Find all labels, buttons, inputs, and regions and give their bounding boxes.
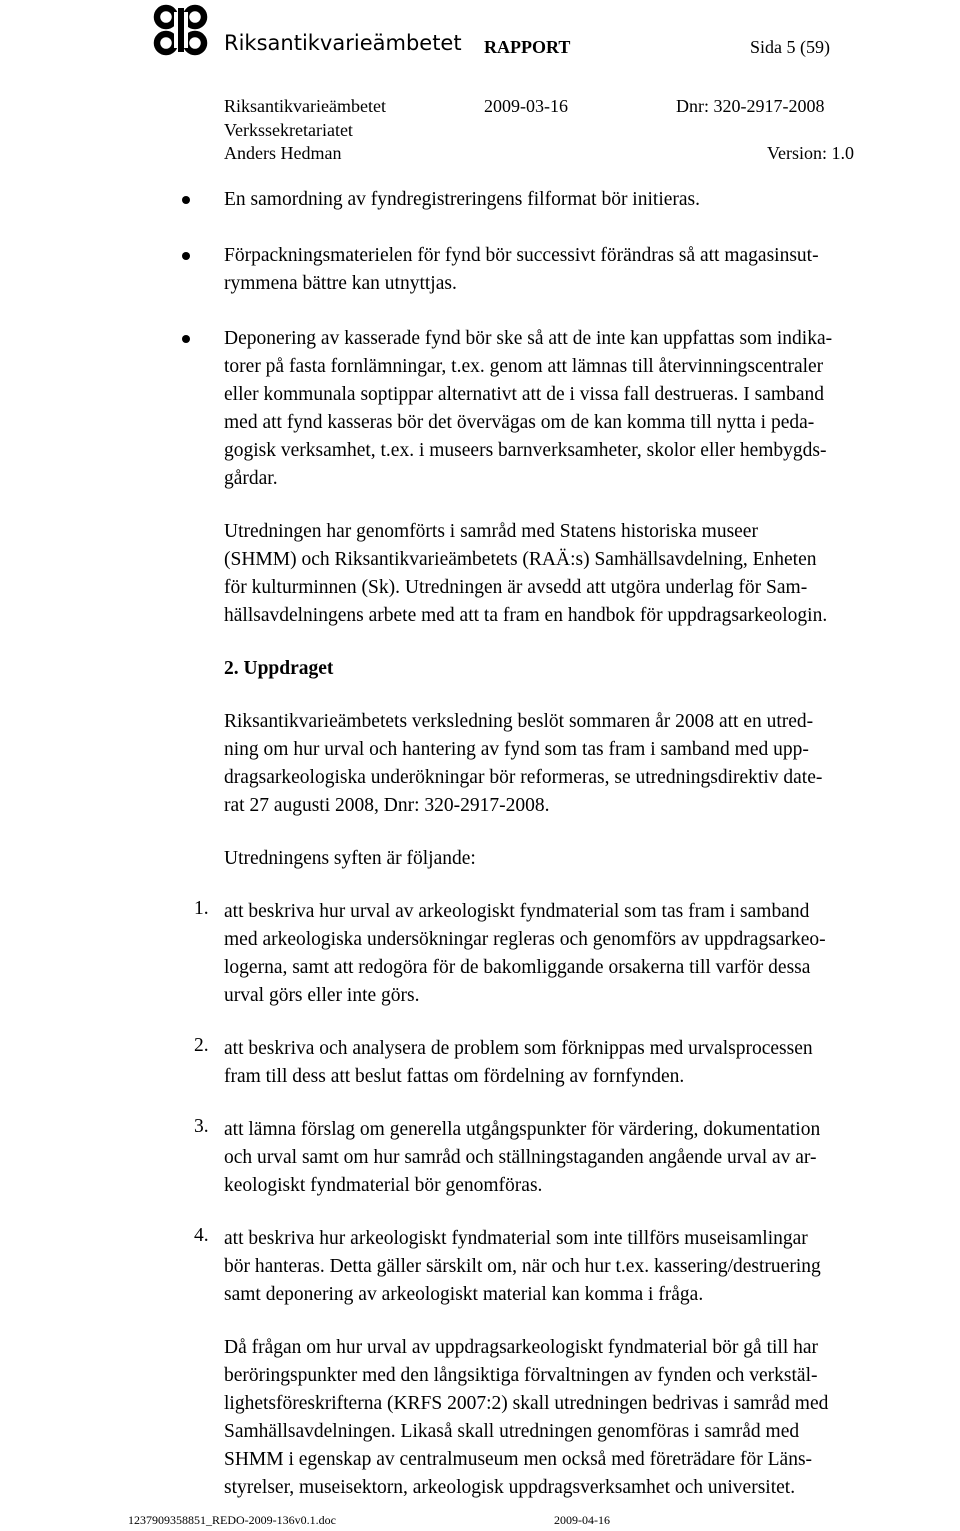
- bullet-line: eller kommunala soptippar alternativt att de i vissa fall destrueras. I samband: [224, 384, 824, 405]
- bullet-dot: [182, 252, 190, 260]
- purpose-intro: Utredningens syften är följande:: [224, 848, 476, 869]
- paragraph-line: lighetsföreskrifterna (KRFS 2007:2) skall utredningen bedrivas i samråd med: [224, 1393, 829, 1414]
- paragraph-line: för kulturminnen (Sk). Utredningen är avsedd att utgöra underlag för Sam-: [224, 577, 808, 598]
- paragraph-line: dragsarkeologiska underökningar bör reformeras, se utredningsdirektiv date-: [224, 767, 823, 788]
- meta-date: 2009-03-16: [484, 96, 568, 116]
- paragraph-line: ning om hur urval och hantering av fynd som tas fram i samband med upp-: [224, 739, 809, 760]
- list-number: 4.: [194, 1225, 209, 1246]
- footer-filename: 1237909358851_REDO-2009-136v0.1.doc: [128, 1513, 336, 1527]
- meta-department: Verkssekretariatet: [224, 120, 353, 140]
- paragraph-line: hällsavdelningens arbete med att ta fram en handbok för uppdragsarkeologin.: [224, 605, 828, 626]
- paragraph-line: Riksantikvarieämbetets verksledning beslöt sommaren år 2008 att en utred-: [224, 711, 814, 732]
- meta-version: Version: 1.0: [767, 143, 854, 163]
- paragraph-line: Samhällsavdelningen. Likaså skall utredningen genomföras i samråd med: [224, 1421, 800, 1442]
- list-line: bör hanteras. Detta gäller särskilt om, när och hur t.ex. kassering/destruering: [224, 1256, 821, 1277]
- org-name-logo: Riksantikvarieämbetet: [224, 31, 462, 55]
- list-line: med arkeologiska undersökningar regleras och genomförs av uppdragsarkeo-: [224, 929, 826, 950]
- bullet-line: En samordning av fyndregistreringens filformat bör initieras.: [224, 189, 700, 210]
- paragraph-line: Utredningen har genomförts i samråd med Statens historiska museer: [224, 521, 758, 542]
- bullet-line: Förpackningsmaterielen för fynd bör successivt förändras så att magasinsut-: [224, 245, 819, 266]
- bullet-dot: [182, 196, 190, 204]
- list-number: 2.: [194, 1035, 209, 1056]
- list-line: och urval samt om hur samråd och ställningstaganden angående urval av ar-: [224, 1147, 817, 1168]
- list-line: samt deponering av arkeologiskt material kan komma i fråga.: [224, 1284, 704, 1305]
- paragraph-line: beröringspunkter med den långsiktiga förvaltningen av fynden och verkstäl-: [224, 1365, 818, 1386]
- list-line: att beskriva hur urval av arkeologiskt fyndmaterial som tas fram i samband: [224, 901, 810, 922]
- bullet-dot: [182, 335, 190, 343]
- list-number: 1.: [194, 898, 209, 919]
- paragraph-line: rat 27 augusti 2008, Dnr: 320-2917-2008.: [224, 795, 550, 816]
- list-line: att beskriva och analysera de problem som förknippas med urvalsprocessen: [224, 1038, 813, 1059]
- bullet-line: Deponering av kasserade fynd bör ske så att de inte kan uppfattas som indika-: [224, 328, 833, 349]
- meta-dnr: Dnr: 320-2917-2008: [676, 96, 825, 116]
- list-line: att beskriva hur arkeologiskt fyndmaterial som inte tillförs museisamlingar: [224, 1228, 808, 1249]
- list-number: 3.: [194, 1116, 209, 1137]
- paragraph-line: styrelser, museisektorn, arkeologisk uppdragsverksamhet och universitet.: [224, 1477, 796, 1498]
- bullet-line: med att fynd kasseras bör det övervägas om de kan komma till nytta i peda-: [224, 412, 815, 433]
- list-line: fram till dess att beslut fattas om fördelning av fornfynden.: [224, 1066, 685, 1087]
- paragraph-line: Då frågan om hur urval av uppdragsarkeologiskt fyndmaterial bör gå till har: [224, 1337, 819, 1358]
- raa-logo-icon: [152, 4, 210, 56]
- list-line: att lämna förslag om generella utgångspunkter för värdering, dokumentation: [224, 1119, 821, 1140]
- meta-author: Anders Hedman: [224, 143, 342, 163]
- bullet-line: gogisk verksamhet, t.ex. i museers barnverksamheter, skolor eller hembygds-: [224, 440, 827, 461]
- bullet-line: rymmena bättre kan utnyttjas.: [224, 273, 457, 294]
- paragraph-line: SHMM i egenskap av centralmuseum men också med företrädare för Läns-: [224, 1449, 813, 1470]
- section-heading: 2. Uppdraget: [224, 658, 334, 679]
- paragraph-line: (SHMM) och Riksantikvarieämbetets (RAÄ:s) Samhällsavdelning, Enheten: [224, 549, 817, 570]
- bullet-line: gårdar.: [224, 468, 278, 489]
- list-line: logerna, samt att redogöra för de bakomliggande orsakerna till varför dessa: [224, 957, 811, 978]
- report-label: RAPPORT: [484, 37, 571, 57]
- meta-org: Riksantikvarieämbetet: [224, 96, 386, 116]
- page-number: Sida 5 (59): [750, 37, 830, 57]
- footer-date: 2009-04-16: [554, 1513, 610, 1527]
- bullet-line: torer på fasta fornlämningar, t.ex. genom att lämnas till återvinningscentraler: [224, 356, 824, 377]
- list-line: urval görs eller inte görs.: [224, 985, 420, 1006]
- list-line: keologiskt fyndmaterial bör genomföras.: [224, 1175, 543, 1196]
